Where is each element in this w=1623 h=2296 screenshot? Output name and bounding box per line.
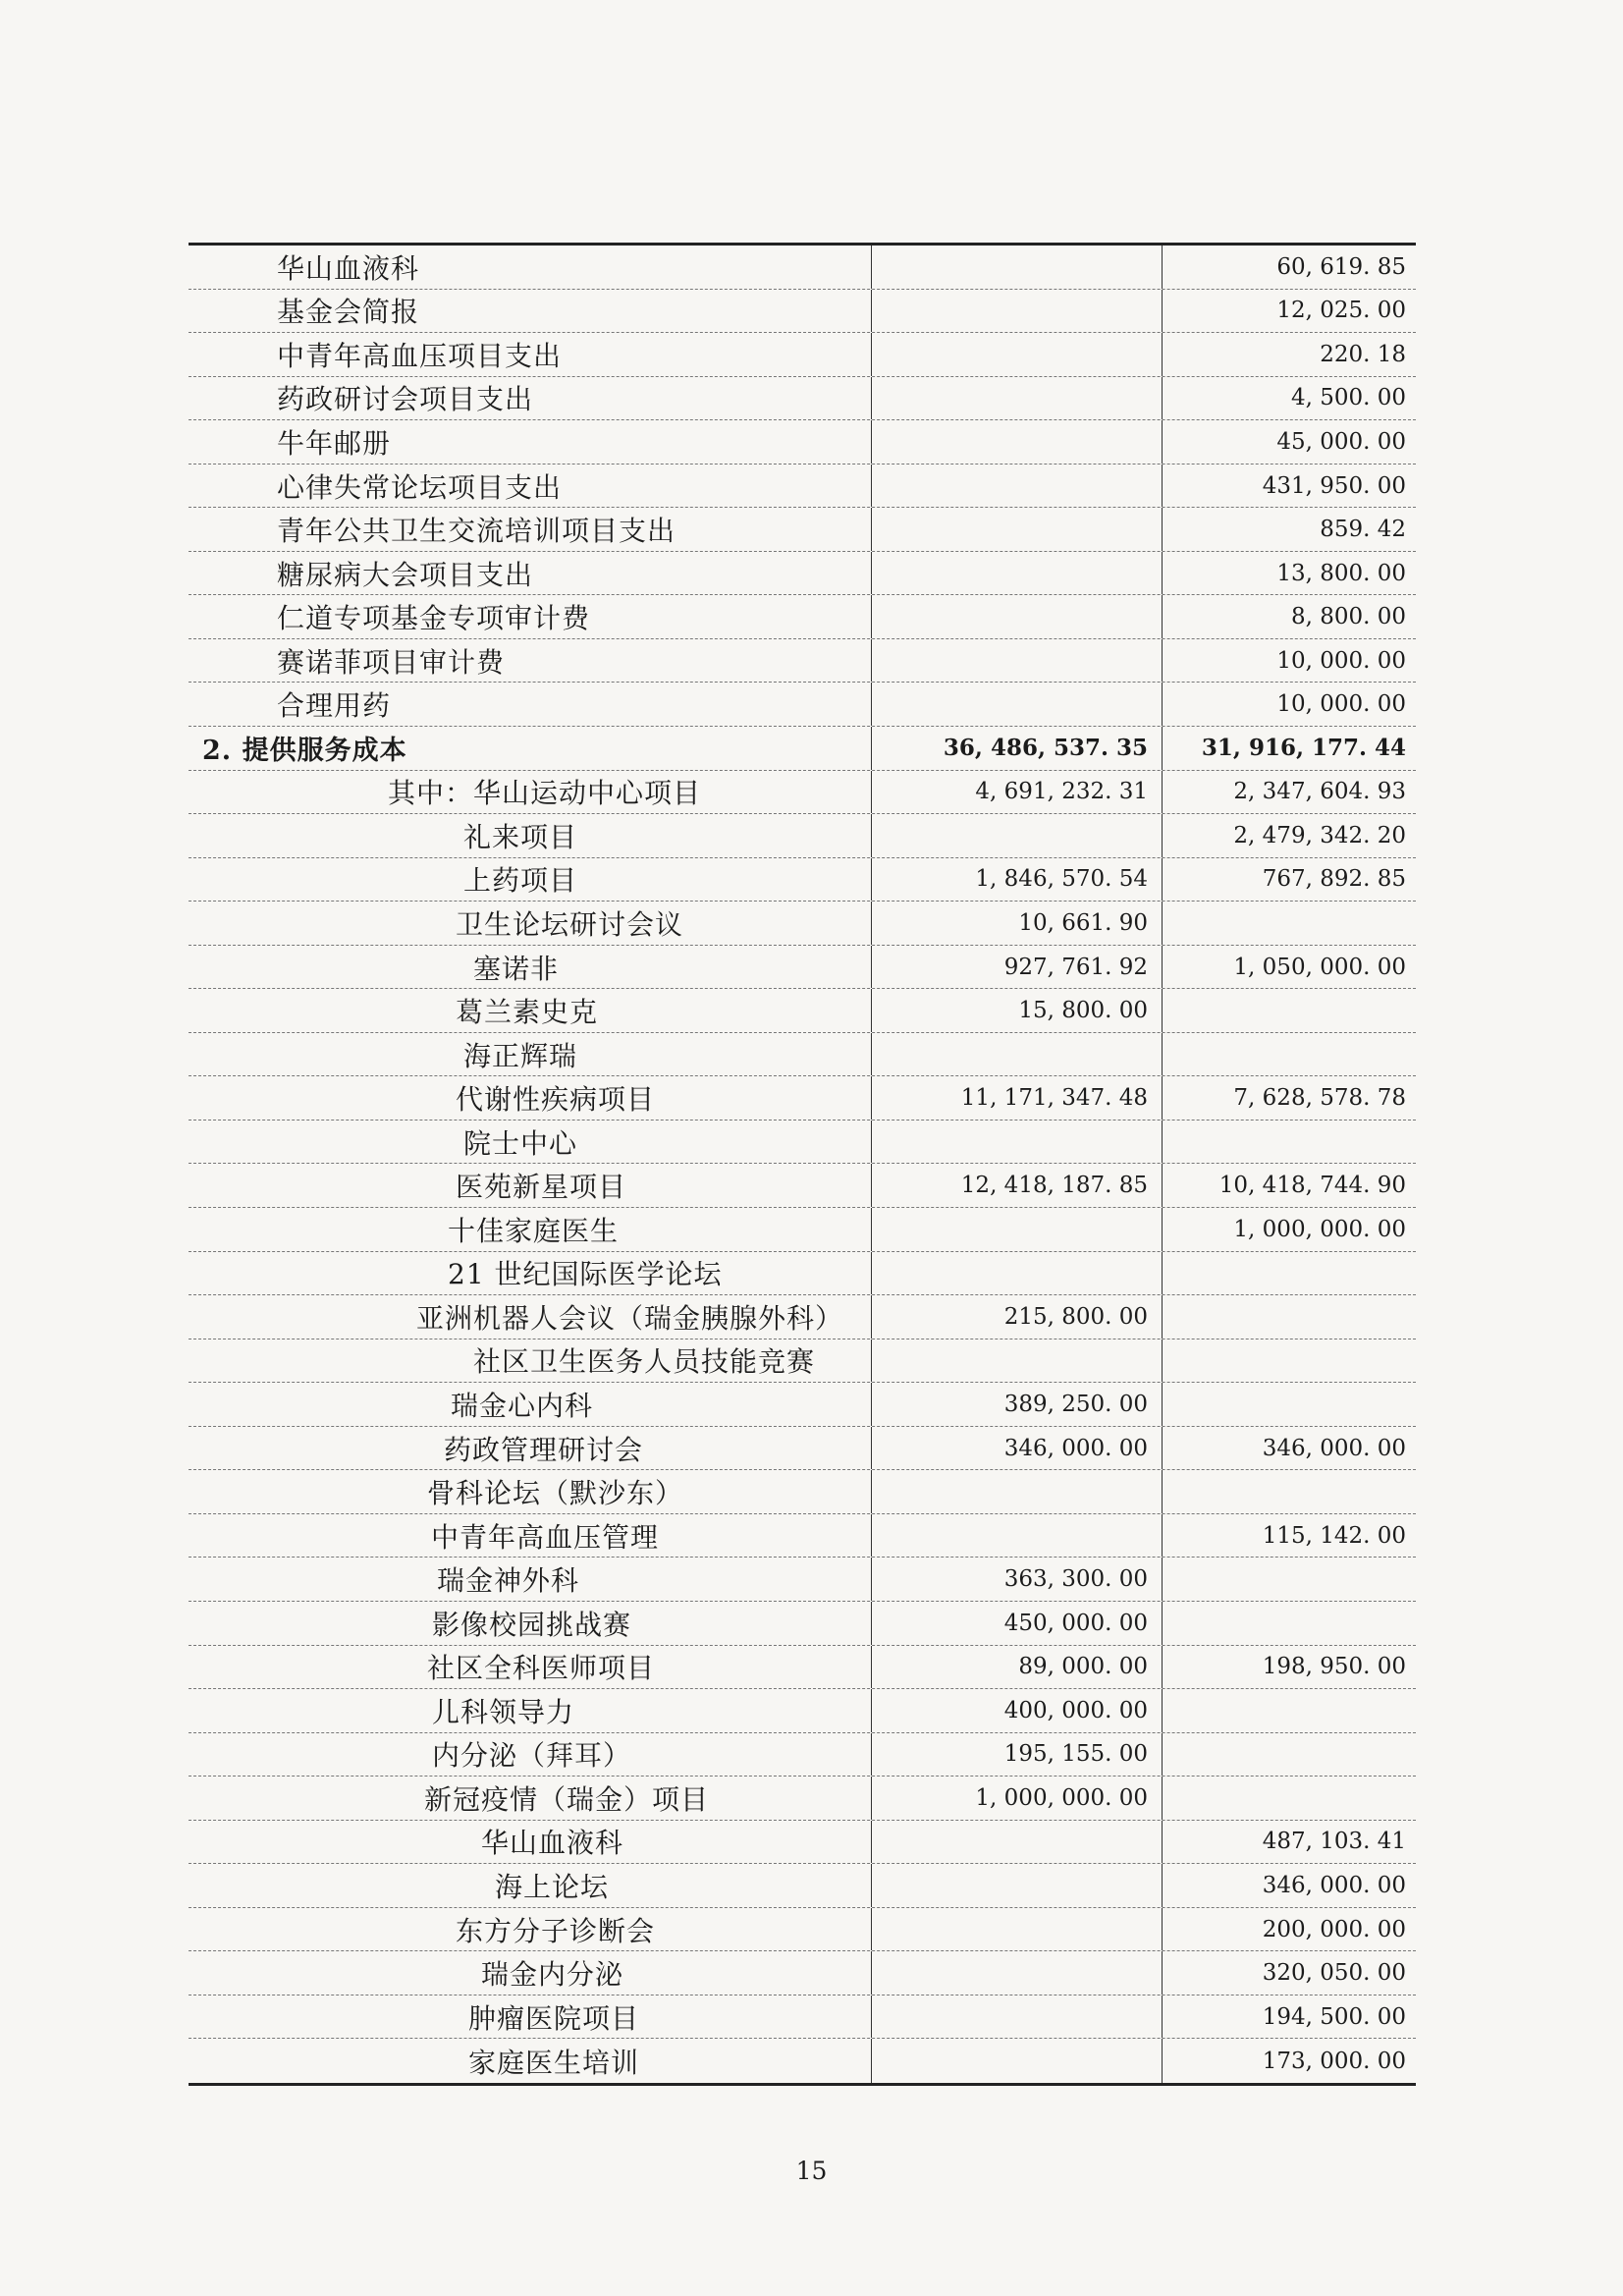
amount-current-cell: 346, 000. 00 xyxy=(871,1427,1162,1470)
table-row xyxy=(189,1908,1416,1952)
row-label: 亚洲机器人会议（瑞金胰腺外科） xyxy=(416,1301,844,1335)
amount-prior-cell: 12, 025. 00 xyxy=(1162,290,1416,333)
row-label: 新冠疫情（瑞金）项目 xyxy=(424,1782,710,1816)
amount-current-cell: 12, 418, 187. 85 xyxy=(871,1164,1162,1207)
row-label: 影像校园挑战赛 xyxy=(432,1608,632,1641)
amount-current-cell xyxy=(871,377,1162,420)
amount-prior-cell: 13, 800. 00 xyxy=(1162,552,1416,595)
amount-prior-cell: 1, 050, 000. 00 xyxy=(1162,946,1416,989)
row-label: 21 世纪国际医学论坛 xyxy=(448,1258,723,1291)
amount-prior-cell xyxy=(1162,1383,1416,1426)
amount-prior-cell xyxy=(1162,1470,1416,1513)
amount-prior-cell xyxy=(1162,1558,1416,1601)
table-row xyxy=(189,683,1416,727)
amount-prior-cell: 859. 42 xyxy=(1162,508,1416,551)
amount-prior-cell: 194, 500. 00 xyxy=(1162,1995,1416,2039)
row-label: 海上论坛 xyxy=(495,1871,610,1903)
row-label: 院士中心 xyxy=(463,1126,578,1160)
amount-current-cell xyxy=(871,2039,1162,2083)
amount-prior-cell: 31, 916, 177. 44 xyxy=(1162,727,1416,770)
amount-current-cell: 927, 761. 92 xyxy=(871,946,1162,989)
row-label: 瑞金神外科 xyxy=(437,1564,580,1598)
amount-prior-cell: 60, 619. 85 xyxy=(1162,246,1416,289)
amount-prior-cell: 198, 950. 00 xyxy=(1162,1646,1416,1689)
amount-current-cell: 215, 800. 00 xyxy=(871,1295,1162,1339)
amount-current-cell xyxy=(871,1908,1162,1951)
amount-prior-cell: 2, 479, 342. 20 xyxy=(1162,814,1416,857)
amount-current-cell xyxy=(871,420,1162,464)
amount-current-cell xyxy=(871,595,1162,638)
row-label: 其中：华山运动中心项目 xyxy=(388,777,702,810)
amount-current-cell: 195, 155. 00 xyxy=(871,1733,1162,1777)
row-label: 合理用药 xyxy=(277,689,392,723)
row-label: 心律失常论坛项目支出 xyxy=(277,470,563,504)
amount-prior-cell: 346, 000. 00 xyxy=(1162,1864,1416,1907)
amount-prior-cell: 346, 000. 00 xyxy=(1162,1427,1416,1470)
row-label: 2. 提供服务成本 xyxy=(202,736,407,767)
row-label: 华山血液科 xyxy=(481,1827,624,1860)
table-row xyxy=(189,1164,1416,1208)
amount-prior-cell: 10, 000. 00 xyxy=(1162,683,1416,726)
table-row xyxy=(189,1514,1416,1558)
amount-current-cell xyxy=(871,246,1162,289)
row-label: 上药项目 xyxy=(463,864,578,898)
amount-current-cell xyxy=(871,1208,1162,1251)
row-label: 东方分子诊断会 xyxy=(456,1914,656,1947)
amount-prior-cell: 431, 950. 00 xyxy=(1162,465,1416,508)
amount-current-cell: 450, 000. 00 xyxy=(871,1602,1162,1645)
amount-prior-cell xyxy=(1162,1295,1416,1339)
amount-prior-cell: 200, 000. 00 xyxy=(1162,1908,1416,1951)
amount-prior-cell: 320, 050. 00 xyxy=(1162,1951,1416,1995)
amount-current-cell xyxy=(871,333,1162,376)
expense-ledger-table xyxy=(189,243,1416,2086)
table-row xyxy=(189,595,1416,639)
table-row xyxy=(189,1295,1416,1339)
row-label: 瑞金心内科 xyxy=(451,1389,594,1422)
amount-prior-cell xyxy=(1162,989,1416,1032)
amount-current-cell xyxy=(871,1470,1162,1513)
amount-current-cell xyxy=(871,552,1162,595)
table-row xyxy=(189,771,1416,815)
row-label: 仁道专项基金专项审计费 xyxy=(277,602,591,635)
row-label: 海正辉瑞 xyxy=(463,1039,578,1072)
row-label: 牛年邮册 xyxy=(277,426,392,460)
amount-current-cell xyxy=(871,1951,1162,1995)
row-label: 中青年高血压项目支出 xyxy=(277,339,563,372)
row-label: 儿科领导力 xyxy=(432,1695,575,1728)
table-row xyxy=(189,420,1416,465)
amount-prior-cell: 115, 142. 00 xyxy=(1162,1514,1416,1558)
amount-current-cell xyxy=(871,814,1162,857)
amount-current-cell xyxy=(871,508,1162,551)
row-label: 塞诺非 xyxy=(473,952,560,985)
amount-prior-cell xyxy=(1162,1339,1416,1383)
row-label: 医苑新星项目 xyxy=(456,1171,627,1204)
table-row xyxy=(189,1033,1416,1077)
table-row xyxy=(189,989,1416,1033)
amount-current-cell xyxy=(871,1995,1162,2039)
amount-current-cell: 389, 250. 00 xyxy=(871,1383,1162,1426)
amount-prior-cell: 1, 000, 000. 00 xyxy=(1162,1208,1416,1251)
amount-current-cell: 11, 171, 347. 48 xyxy=(871,1076,1162,1120)
amount-prior-cell xyxy=(1162,1033,1416,1076)
amount-current-cell: 4, 691, 232. 31 xyxy=(871,771,1162,814)
amount-prior-cell xyxy=(1162,1733,1416,1777)
amount-current-cell xyxy=(871,290,1162,333)
amount-current-cell: 1, 000, 000. 00 xyxy=(871,1777,1162,1820)
amount-current-cell xyxy=(871,683,1162,726)
row-label: 十佳家庭医生 xyxy=(448,1214,620,1247)
amount-current-cell: 89, 000. 00 xyxy=(871,1646,1162,1689)
table-row xyxy=(189,1602,1416,1646)
amount-prior-cell: 2, 347, 604. 93 xyxy=(1162,771,1416,814)
row-label: 社区全科医师项目 xyxy=(427,1652,656,1685)
table-row xyxy=(189,1076,1416,1121)
amount-current-cell xyxy=(871,1121,1162,1164)
amount-prior-cell: 10, 000. 00 xyxy=(1162,639,1416,683)
amount-current-cell: 36, 486, 537. 35 xyxy=(871,727,1162,770)
table-row xyxy=(189,1733,1416,1777)
table-row xyxy=(189,1821,1416,1865)
amount-current-cell: 10, 661. 90 xyxy=(871,902,1162,945)
table-row xyxy=(189,1470,1416,1514)
table-row xyxy=(189,1777,1416,1821)
table-row xyxy=(189,290,1416,334)
table-row xyxy=(189,1951,1416,1995)
table-row xyxy=(189,333,1416,377)
row-label: 代谢性疾病项目 xyxy=(456,1083,656,1117)
table-row xyxy=(189,552,1416,596)
table-row xyxy=(189,1995,1416,2040)
amount-current-cell xyxy=(871,1252,1162,1295)
amount-prior-cell: 487, 103. 41 xyxy=(1162,1821,1416,1864)
table-row xyxy=(189,2039,1416,2083)
table-row xyxy=(189,1864,1416,1908)
amount-prior-cell: 767, 892. 85 xyxy=(1162,858,1416,902)
table-row xyxy=(189,639,1416,683)
amount-prior-cell xyxy=(1162,1252,1416,1295)
row-label: 赛诺菲项目审计费 xyxy=(277,645,506,679)
amount-prior-cell xyxy=(1162,1602,1416,1645)
table-row xyxy=(189,377,1416,421)
table-row xyxy=(189,1383,1416,1427)
row-label: 华山血液科 xyxy=(277,251,420,285)
row-label: 葛兰素史克 xyxy=(456,996,599,1029)
amount-prior-cell: 45, 000. 00 xyxy=(1162,420,1416,464)
amount-current-cell xyxy=(871,1339,1162,1383)
table-row xyxy=(189,1339,1416,1384)
table-row xyxy=(189,246,1416,290)
table-row xyxy=(189,508,1416,552)
page-number: 15 xyxy=(795,2157,828,2185)
row-label: 青年公共卫生交流培训项目支出 xyxy=(277,515,676,548)
amount-current-cell xyxy=(871,465,1162,508)
amount-current-cell: 363, 300. 00 xyxy=(871,1558,1162,1601)
table-row xyxy=(189,1689,1416,1733)
row-label: 药政管理研讨会 xyxy=(444,1433,644,1466)
row-label: 骨科论坛（默沙东） xyxy=(427,1477,684,1510)
table-row xyxy=(189,1558,1416,1602)
table-row xyxy=(189,1121,1416,1165)
amount-prior-cell: 220. 18 xyxy=(1162,333,1416,376)
table-row xyxy=(189,1252,1416,1296)
table-row xyxy=(189,946,1416,990)
row-label: 糖尿病大会项目支出 xyxy=(277,558,534,591)
amount-prior-cell xyxy=(1162,1689,1416,1732)
amount-current-cell xyxy=(871,1864,1162,1907)
row-label: 礼来项目 xyxy=(463,820,578,853)
row-label: 卫生论坛研讨会议 xyxy=(456,907,684,941)
amount-prior-cell: 7, 628, 578. 78 xyxy=(1162,1076,1416,1120)
row-label: 肿瘤医院项目 xyxy=(468,2001,640,2035)
table-row xyxy=(189,902,1416,946)
table-row xyxy=(189,465,1416,509)
row-label: 基金会简报 xyxy=(277,296,420,329)
amount-prior-cell xyxy=(1162,1777,1416,1820)
row-label: 中青年高血压管理 xyxy=(431,1520,660,1554)
row-label: 内分泌（拜耳） xyxy=(432,1739,632,1773)
amount-prior-cell: 4, 500. 00 xyxy=(1162,377,1416,420)
table-row xyxy=(189,1646,1416,1690)
amount-current-cell: 1, 846, 570. 54 xyxy=(871,858,1162,902)
amount-current-cell xyxy=(871,1514,1162,1558)
row-label: 瑞金内分泌 xyxy=(481,1958,624,1992)
amount-prior-cell: 8, 800. 00 xyxy=(1162,595,1416,638)
amount-current-cell xyxy=(871,1821,1162,1864)
row-label: 药政研讨会项目支出 xyxy=(277,383,534,416)
amount-current-cell xyxy=(871,639,1162,683)
amount-prior-cell xyxy=(1162,902,1416,945)
table-row xyxy=(189,1208,1416,1252)
table-row xyxy=(189,814,1416,858)
amount-prior-cell: 173, 000. 00 xyxy=(1162,2039,1416,2083)
table-row xyxy=(189,858,1416,902)
amount-current-cell: 15, 800. 00 xyxy=(871,989,1162,1032)
table-row xyxy=(189,727,1416,771)
amount-current-cell: 400, 000. 00 xyxy=(871,1689,1162,1732)
amount-prior-cell: 10, 418, 744. 90 xyxy=(1162,1164,1416,1207)
amount-prior-cell xyxy=(1162,1121,1416,1164)
amount-current-cell xyxy=(871,1033,1162,1076)
row-label: 社区卫生医务人员技能竞赛 xyxy=(473,1345,816,1379)
row-label: 家庭医生培训 xyxy=(468,2046,640,2079)
table-row xyxy=(189,1427,1416,1471)
